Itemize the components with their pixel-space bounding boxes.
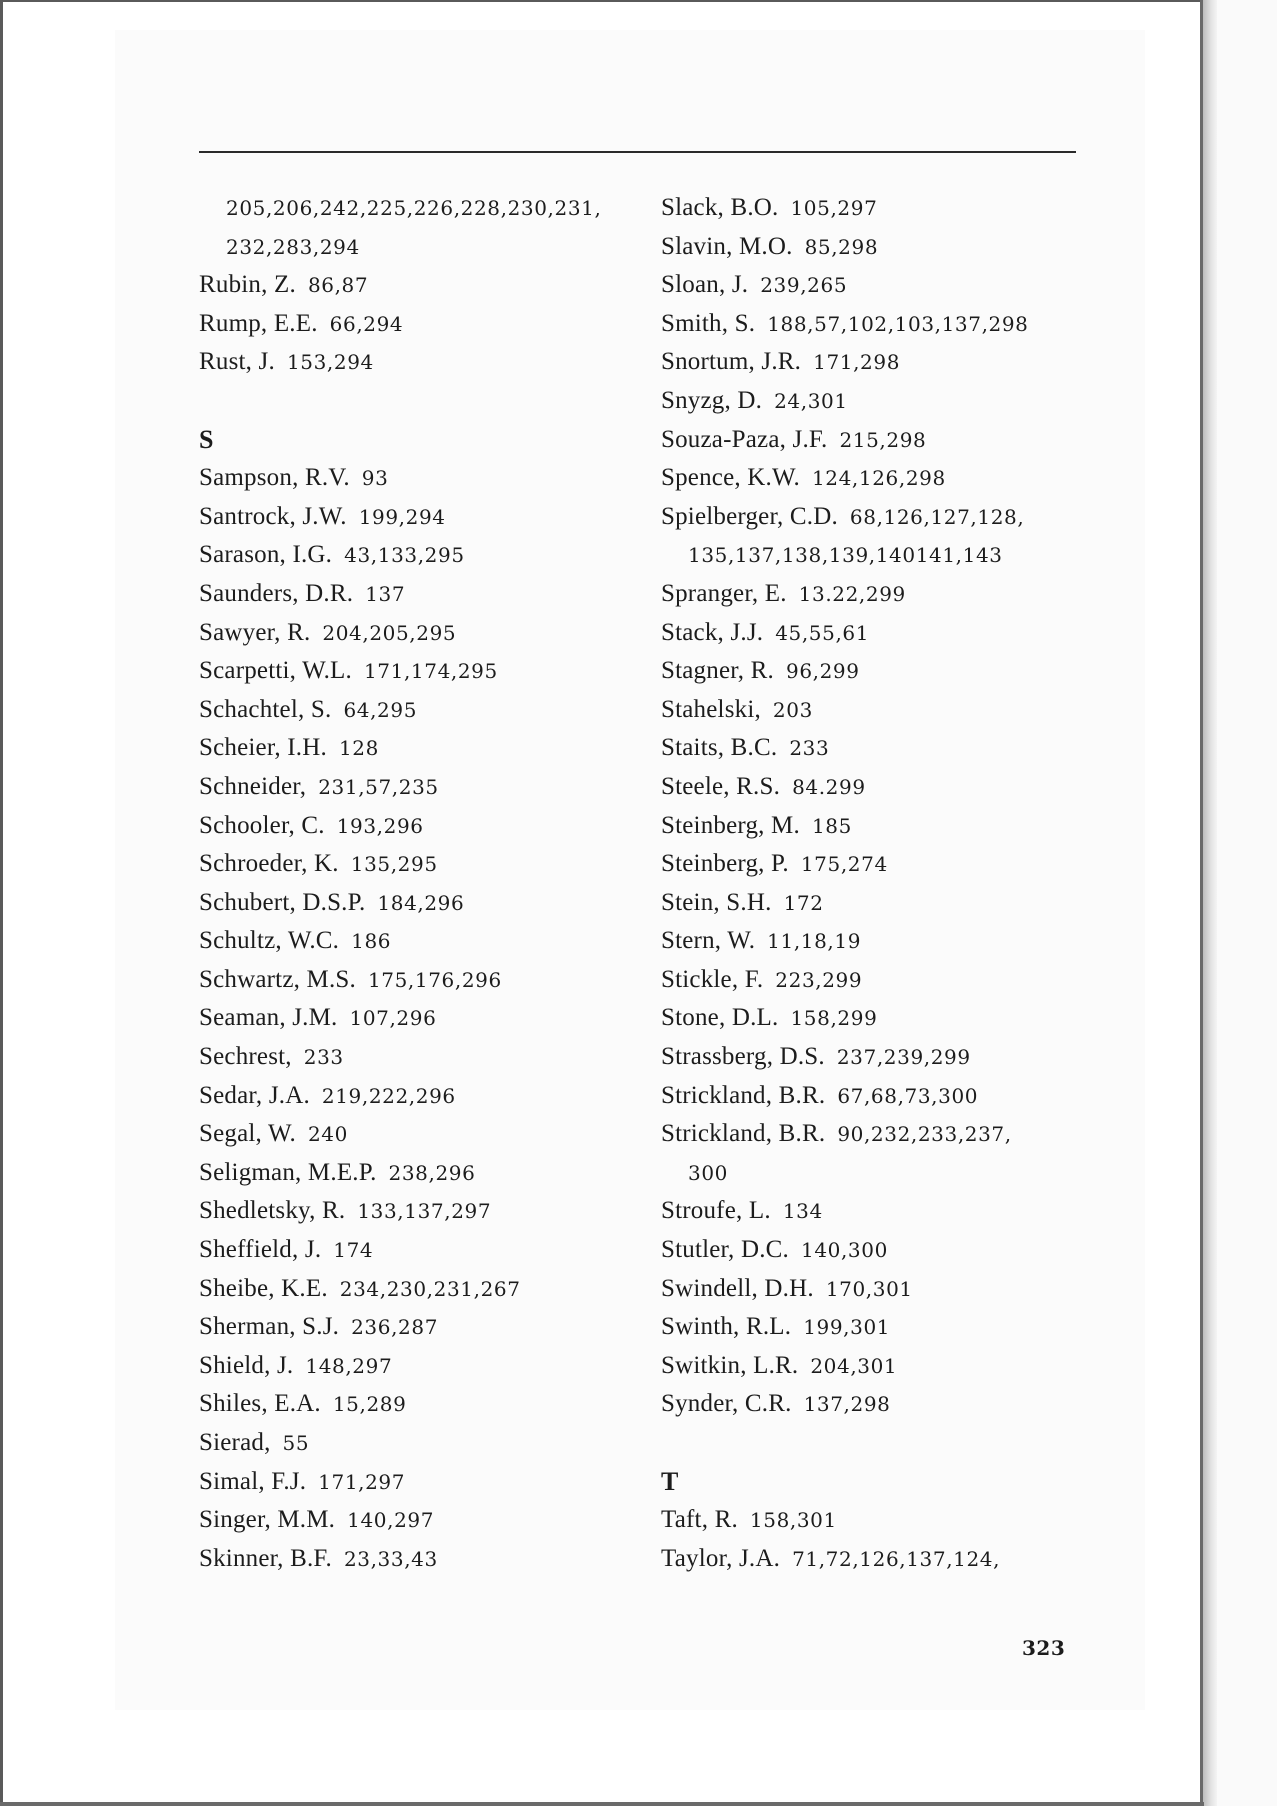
index-entry — [199, 768, 639, 807]
page-references: 237,239,299 — [836, 1045, 971, 1070]
index-entry — [199, 652, 639, 691]
index-entry — [199, 575, 639, 614]
page-references: 184,296 — [377, 890, 465, 915]
page-references: 193,296 — [336, 813, 424, 838]
index-entry — [661, 305, 1121, 344]
section-letter: S — [199, 424, 214, 454]
index-entry — [661, 421, 1121, 460]
author-name: Snyzg, D. — [661, 386, 763, 414]
page-references: 175,176,296 — [367, 967, 502, 992]
page-references: 107,296 — [349, 1006, 437, 1031]
page-references: 43,133,295 — [344, 543, 465, 568]
index-entry — [199, 1385, 639, 1424]
index-entry — [199, 1501, 639, 1540]
author-name: Rust, J. — [199, 348, 275, 376]
page-references: 148,297 — [305, 1353, 393, 1378]
author-name: Slavin, M.O. — [661, 232, 793, 260]
index-entry — [661, 1192, 1121, 1231]
author-name: Slack, B.O. — [661, 194, 779, 221]
author-name: Sheibe, K.E. — [199, 1274, 328, 1302]
author-name: Shield, J. — [199, 1351, 294, 1379]
index-entry — [661, 845, 1121, 884]
page-references: 223,299 — [775, 967, 863, 992]
index-entry — [661, 729, 1121, 768]
index-entry — [199, 1038, 639, 1077]
page-references: 231,57,235 — [318, 774, 439, 799]
index-entry — [199, 807, 639, 846]
author-name: Spranger, E. — [661, 579, 787, 607]
author-name: Seaman, J.M. — [199, 1004, 338, 1032]
index-entry — [661, 1501, 1121, 1540]
page-references: 71,72,126,137,124, — [792, 1546, 1001, 1571]
index-entry — [661, 1385, 1121, 1424]
index-entry-continuation — [661, 1154, 1121, 1193]
index-entry — [661, 343, 1121, 382]
page-references: 64,295 — [343, 697, 418, 722]
index-entry — [661, 884, 1121, 923]
index-entry-continuation — [661, 536, 1121, 575]
page-references: 185 — [811, 813, 852, 838]
index-entry — [199, 1424, 639, 1463]
page-references: 205,206,242,225,226,228,230,231, — [226, 196, 602, 220]
section-letter: T — [661, 1466, 679, 1496]
index-entry — [661, 1231, 1121, 1270]
page-references: 23,33,43 — [343, 1546, 438, 1571]
index-entry — [199, 1192, 639, 1231]
page-references: 84.299 — [792, 774, 866, 799]
page-references: 135,295 — [350, 852, 438, 877]
author-name: Saunders, D.R. — [199, 579, 354, 607]
page-border-top — [0, 0, 1204, 2]
index-entry — [199, 1077, 639, 1116]
page-references: 90,232,233,237, — [837, 1122, 1012, 1147]
page-number: 323 — [1022, 1636, 1066, 1660]
index-entry — [661, 228, 1121, 267]
page-references: 170,301 — [825, 1276, 913, 1301]
page-references: 85,298 — [804, 234, 879, 259]
page-references: 133,137,297 — [357, 1199, 492, 1224]
author-name: Spielberger, C.D. — [661, 502, 838, 530]
index-entry-continuation — [199, 189, 639, 228]
author-name: Sierad, — [199, 1429, 271, 1456]
page-references: 66,294 — [329, 311, 404, 336]
page-references: 204,205,295 — [322, 620, 457, 645]
page-references: 124,126,298 — [811, 466, 946, 491]
page-references: 171,297 — [318, 1469, 406, 1494]
index-entry — [199, 305, 639, 344]
page-references: 172 — [783, 890, 824, 915]
author-name: Rubin, Z. — [199, 271, 296, 299]
index-entry — [661, 459, 1121, 498]
author-name: Schneider, — [199, 772, 307, 800]
page-references: 171,174,295 — [363, 659, 498, 684]
index-entry — [661, 266, 1121, 305]
page-references: 236,287 — [351, 1315, 439, 1340]
index-entry — [661, 922, 1121, 961]
page-references: 204,301 — [810, 1353, 898, 1378]
index-entry — [199, 1154, 639, 1193]
page-references: 137,298 — [803, 1392, 891, 1417]
author-name: Sherman, S.J. — [199, 1313, 340, 1341]
page-references: 199,301 — [803, 1315, 891, 1340]
index-entry — [661, 575, 1121, 614]
author-name: Swinth, R.L. — [661, 1313, 792, 1341]
index-entry — [199, 1347, 639, 1386]
author-name: Sarason, I.G. — [199, 541, 333, 569]
author-name: Schroeder, K. — [199, 850, 339, 878]
index-column-right — [661, 189, 1121, 1578]
author-name: Swindell, D.H. — [661, 1274, 814, 1302]
page-references: 68,126,127,128, — [849, 504, 1025, 529]
author-name: Schooler, C. — [199, 811, 325, 839]
page-references: 140,297 — [347, 1508, 435, 1533]
index-entry — [199, 922, 639, 961]
page-references: 13.22,299 — [798, 581, 906, 606]
page-references: 153,294 — [286, 350, 374, 375]
page-references: 134 — [782, 1199, 823, 1224]
index-entry — [199, 536, 639, 575]
index-entry — [661, 768, 1121, 807]
author-name: Souza-Paza, J.F. — [661, 425, 828, 453]
author-name: Stutler, D.C. — [661, 1236, 789, 1264]
page-references: 232,283,294 — [226, 234, 360, 259]
index-entry — [199, 999, 639, 1038]
index-entry — [199, 1115, 639, 1154]
page-references: 67,68,73,300 — [837, 1083, 979, 1108]
page-references: 219,222,296 — [321, 1083, 456, 1108]
page-references: 93 — [361, 466, 389, 491]
author-name: Santrock, J.W. — [199, 502, 347, 530]
index-entry — [661, 1347, 1121, 1386]
author-name: Taft, R. — [661, 1506, 738, 1534]
index-entry — [199, 1540, 639, 1579]
page-references: 188,57,102,103,137,298 — [767, 311, 1029, 336]
index-entry — [199, 498, 639, 537]
index-entry — [199, 729, 639, 768]
index-entry — [661, 1270, 1121, 1309]
page-references: 239,265 — [760, 273, 848, 298]
author-name: Sloan, J. — [661, 271, 749, 299]
index-entry — [661, 1540, 1121, 1579]
author-name: Schachtel, S. — [199, 695, 332, 723]
author-name: Scarpetti, W.L. — [199, 657, 352, 685]
index-entry — [199, 691, 639, 730]
index-entry — [199, 1463, 639, 1502]
index-entry — [199, 1231, 639, 1270]
index-entry — [199, 459, 639, 498]
page-references: 233 — [789, 736, 830, 761]
author-name: Stack, J.J. — [661, 618, 764, 646]
page-references: 135,137,138,139,140141,143 — [688, 543, 1003, 568]
page-references: 158,299 — [790, 1006, 878, 1031]
author-name: Stroufe, L. — [661, 1197, 771, 1225]
author-name: Snortum, J.R. — [661, 348, 802, 376]
page-references: 105,297 — [790, 196, 878, 220]
header-rule — [199, 151, 1076, 153]
index-entry — [661, 807, 1121, 846]
page-references: 171,298 — [813, 350, 901, 375]
author-name: Strassberg, D.S. — [661, 1043, 825, 1071]
viewer-gutter — [1217, 0, 1277, 1806]
index-entry — [661, 498, 1121, 537]
author-name: Staits, B.C. — [661, 734, 778, 762]
index-entry — [661, 961, 1121, 1000]
author-name: Stagner, R. — [661, 657, 774, 685]
index-entry — [199, 884, 639, 923]
author-name: Sawyer, R. — [199, 618, 311, 646]
author-name: Scheier, I.H. — [199, 734, 327, 762]
index-entry — [661, 1077, 1121, 1116]
page-references: 140,300 — [801, 1238, 888, 1263]
index-entry — [661, 382, 1121, 421]
index-entry — [661, 189, 1121, 228]
author-name: Stickle, F. — [661, 965, 764, 993]
page-references: 234,230,231,267 — [339, 1276, 521, 1301]
author-name: Sampson, R.V. — [199, 464, 350, 492]
page-references: 128 — [338, 736, 379, 761]
author-name: Singer, M.M. — [199, 1506, 336, 1534]
author-name: Schwartz, M.S. — [199, 965, 356, 993]
author-name: Sedar, J.A. — [199, 1081, 310, 1109]
index-entry — [199, 961, 639, 1000]
page-references: 137 — [365, 581, 406, 606]
page-references: 96,299 — [786, 659, 860, 684]
author-name: Strickland, B.R. — [661, 1120, 826, 1148]
index-entry — [199, 1308, 639, 1347]
index-entry — [199, 1270, 639, 1309]
author-name: Synder, C.R. — [661, 1390, 792, 1418]
index-entry — [199, 845, 639, 884]
page-references: 186 — [351, 929, 392, 954]
author-name: Sheffield, J. — [199, 1236, 322, 1264]
page-references: 238,296 — [388, 1160, 476, 1185]
index-entry — [199, 266, 639, 305]
author-name: Steinberg, P. — [661, 850, 789, 878]
page-shadow — [1203, 0, 1217, 1806]
page-references: 233 — [303, 1045, 344, 1070]
author-name: Segal, W. — [199, 1120, 296, 1148]
author-name: Seligman, M.E.P. — [199, 1158, 377, 1186]
section-spacer — [661, 1424, 1121, 1463]
author-name: Stern, W. — [661, 927, 756, 955]
page-references: 203 — [772, 697, 813, 722]
page-references: 15,289 — [332, 1392, 407, 1417]
author-name: Schubert, D.S.P. — [199, 888, 366, 916]
author-name: Stone, D.L. — [661, 1004, 779, 1032]
page-references: 175,274 — [800, 852, 888, 877]
author-name: Stein, S.H. — [661, 888, 772, 916]
page-references: 11,18,19 — [767, 929, 862, 954]
author-name: Rump, E.E. — [199, 309, 318, 337]
index-entry — [661, 691, 1121, 730]
page-border-left — [0, 0, 3, 1806]
page-references: 86,87 — [307, 273, 369, 298]
index-entry — [661, 1308, 1121, 1347]
index-entry-continuation — [199, 228, 639, 267]
index-entry — [661, 614, 1121, 653]
author-name: Sechrest, — [199, 1043, 292, 1071]
page-border-bottom — [0, 1802, 1204, 1806]
author-name: Shiles, E.A. — [199, 1390, 321, 1418]
page-references: 45,55,61 — [775, 620, 870, 645]
index-column-left — [199, 189, 639, 1578]
index-entry — [199, 614, 639, 653]
page-references: 174 — [333, 1238, 374, 1263]
page-references: 158,301 — [749, 1508, 837, 1533]
author-name: Schultz, W.C. — [199, 927, 340, 955]
index-entry — [661, 1115, 1121, 1154]
page-references: 215,298 — [839, 427, 927, 452]
index-entry — [661, 1038, 1121, 1077]
index-entry — [661, 999, 1121, 1038]
page-references: 24,301 — [774, 388, 848, 413]
page-references: 300 — [688, 1160, 728, 1185]
author-name: Steele, R.S. — [661, 772, 781, 800]
section-spacer — [199, 382, 639, 421]
author-name: Skinner, B.F. — [199, 1544, 332, 1572]
author-name: Simal, F.J. — [199, 1467, 307, 1495]
author-name: Taylor, J.A. — [661, 1544, 781, 1572]
author-name: Stahelski, — [661, 695, 761, 723]
page-references: 199,294 — [358, 504, 446, 529]
index-entry — [199, 343, 639, 382]
author-name: Spence, K.W. — [661, 464, 800, 492]
page-references: 55 — [282, 1431, 310, 1455]
author-name: Switkin, L.R. — [661, 1351, 799, 1379]
index-entry — [661, 652, 1121, 691]
author-name: Steinberg, M. — [661, 811, 800, 839]
author-name: Strickland, B.R. — [661, 1081, 826, 1109]
page-references: 240 — [307, 1122, 348, 1147]
author-name: Smith, S. — [661, 309, 756, 337]
author-name: Shedletsky, R. — [199, 1197, 346, 1225]
